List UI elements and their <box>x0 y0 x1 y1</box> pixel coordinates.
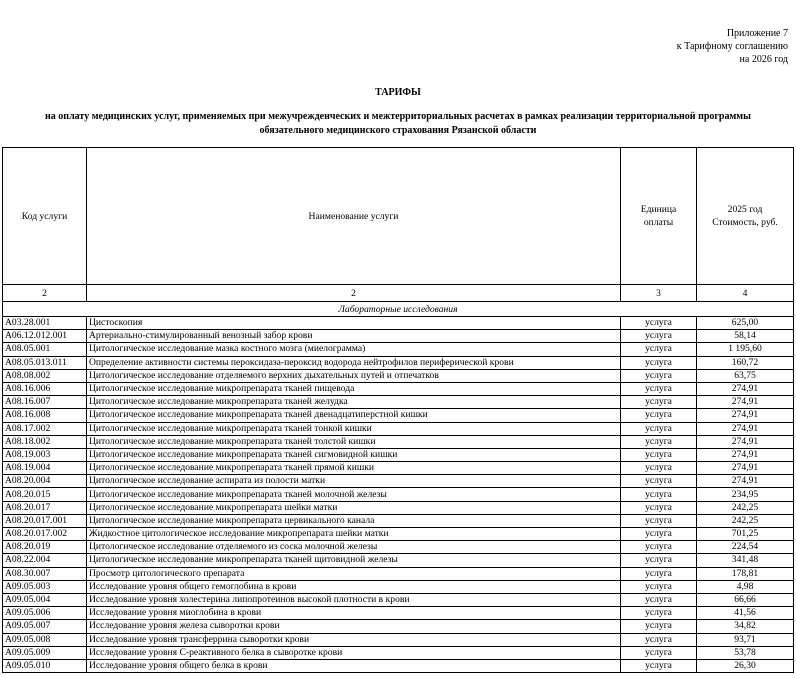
table-row <box>3 462 794 475</box>
table-row <box>3 633 794 646</box>
price-cell: 625,00 <box>697 317 794 330</box>
header-price <box>697 148 794 285</box>
price-cell: 274,91 <box>697 448 794 461</box>
service-code-cell: A09.05.010 <box>3 659 87 672</box>
table-row <box>3 422 794 435</box>
unit-cell: услуга <box>621 317 697 330</box>
unit-cell: услуга <box>621 462 697 475</box>
service-name-cell: Цитологическое исследование микропрепарата тканей щитовидной железы <box>87 554 621 567</box>
section-title: Лабораторные исследования <box>3 302 794 317</box>
price-cell: 341,48 <box>697 554 794 567</box>
price-cell: 34,82 <box>697 620 794 633</box>
unit-cell: услуга <box>621 554 697 567</box>
unit-cell: услуга <box>621 620 697 633</box>
service-name-cell: Цитологическое исследование аспирата из полости матки <box>87 475 621 488</box>
price-cell: 234,95 <box>697 488 794 501</box>
column-number-row <box>3 285 794 302</box>
appendix-note <box>677 27 788 66</box>
unit-cell: услуга <box>621 607 697 620</box>
unit-cell: услуга <box>621 409 697 422</box>
header-price-line-1: 2025 год <box>727 204 763 215</box>
unit-cell: услуга <box>621 541 697 554</box>
service-name-cell: Цистоскопия <box>87 317 621 330</box>
price-cell: 274,91 <box>697 422 794 435</box>
service-code-cell: A09.05.003 <box>3 580 87 593</box>
unit-cell: услуга <box>621 633 697 646</box>
service-code-cell: A08.18.002 <box>3 435 87 448</box>
service-code-cell: A09.05.008 <box>3 633 87 646</box>
service-name-cell: Исследование уровня C-реактивного белка в сыворотке крови <box>87 646 621 659</box>
service-code-cell: A09.05.009 <box>3 646 87 659</box>
price-cell: 41,56 <box>697 607 794 620</box>
unit-cell: услуга <box>621 475 697 488</box>
unit-cell: услуга <box>621 422 697 435</box>
section-row <box>3 302 794 317</box>
service-name-cell: Цитологическое исследование мазка костного мозга (миелограмма) <box>87 343 621 356</box>
service-code-cell: A08.30.007 <box>3 567 87 580</box>
subtitle-line-1: на оплату медицинских услуг, применяемых при межучрежденческих и межтерриториальных расчетах в рамках реализации территориальной программы <box>45 111 751 122</box>
table-row <box>3 501 794 514</box>
price-cell: 63,75 <box>697 369 794 382</box>
tariff-table <box>2 147 794 673</box>
unit-cell: услуга <box>621 435 697 448</box>
service-code-cell: A08.20.015 <box>3 488 87 501</box>
column-number: 2 <box>87 285 621 302</box>
document-title: ТАРИФЫ <box>375 87 421 98</box>
table-row <box>3 382 794 395</box>
header-unit-line-2: оплаты <box>643 217 674 228</box>
service-name-cell: Исследование уровня миоглобина в крови <box>87 607 621 620</box>
service-name-cell: Жидкостное цитологическое исследование микропрепарата шейки матки <box>87 528 621 541</box>
header-unit-line-1: Единица <box>640 204 677 215</box>
table-row <box>3 448 794 461</box>
service-name-cell: Цитологическое исследование микропрепарата тканей молочной железы <box>87 488 621 501</box>
price-cell: 274,91 <box>697 409 794 422</box>
table-row <box>3 541 794 554</box>
unit-cell: услуга <box>621 382 697 395</box>
unit-cell: услуга <box>621 396 697 409</box>
price-cell: 274,91 <box>697 382 794 395</box>
unit-cell: услуга <box>621 646 697 659</box>
price-cell: 26,30 <box>697 659 794 672</box>
price-cell: 66,66 <box>697 593 794 606</box>
price-cell: 242,25 <box>697 514 794 527</box>
service-name-cell: Цитологическое исследование микропрепарата тканей желудка <box>87 396 621 409</box>
service-name-cell: Цитологическое исследование микропрепарата тканей тонкой кишки <box>87 422 621 435</box>
service-code-cell: A08.20.017.002 <box>3 528 87 541</box>
table-row <box>3 607 794 620</box>
service-name-cell: Цитологическое исследование микропрепарата тканей прямой кишки <box>87 462 621 475</box>
price-cell: 701,25 <box>697 528 794 541</box>
service-name-cell: Исследование уровня общего белка в крови <box>87 659 621 672</box>
unit-cell: услуга <box>621 593 697 606</box>
price-cell: 58,14 <box>697 330 794 343</box>
service-name-cell: Цитологическое исследование микропрепарата тканей толстой кишки <box>87 435 621 448</box>
table-row <box>3 396 794 409</box>
service-code-cell: A08.17.002 <box>3 422 87 435</box>
subtitle-line-2: обязательного медицинского страхования Рязанской области <box>259 125 537 136</box>
column-number: 3 <box>621 285 697 302</box>
price-cell: 274,91 <box>697 462 794 475</box>
header-name: Наименование услуги <box>87 148 621 285</box>
service-code-cell: A08.19.003 <box>3 448 87 461</box>
service-code-cell: A08.20.017.001 <box>3 514 87 527</box>
unit-cell: услуга <box>621 356 697 369</box>
table-row <box>3 356 794 369</box>
service-code-cell: A08.16.006 <box>3 382 87 395</box>
service-name-cell: Исследование уровня холестерина липопротеинов высокой плотности в крови <box>87 593 621 606</box>
table-row <box>3 620 794 633</box>
price-cell: 160,72 <box>697 356 794 369</box>
column-number: 4 <box>697 285 794 302</box>
price-cell: 274,91 <box>697 475 794 488</box>
unit-cell: услуга <box>621 567 697 580</box>
table-row <box>3 343 794 356</box>
appendix-line-3: на 2026 год <box>739 54 788 65</box>
service-name-cell: Цитологическое исследование отделяемого верхних дыхательных путей и отпечатков <box>87 369 621 382</box>
service-code-cell: A08.20.004 <box>3 475 87 488</box>
service-code-cell: A08.16.008 <box>3 409 87 422</box>
price-cell: 274,91 <box>697 396 794 409</box>
service-code-cell: A08.05.001 <box>3 343 87 356</box>
service-name-cell: Исследование уровня трансферрина сыворотки крови <box>87 633 621 646</box>
table-row <box>3 435 794 448</box>
service-name-cell: Цитологическое исследование микропрепарата цервикального канала <box>87 514 621 527</box>
document-subtitle <box>20 110 776 138</box>
service-code-cell: A08.08.002 <box>3 369 87 382</box>
service-code-cell: A08.20.019 <box>3 541 87 554</box>
service-name-cell: Исследование уровня железа сыворотки крови <box>87 620 621 633</box>
price-cell: 1 195,60 <box>697 343 794 356</box>
price-cell: 274,91 <box>697 435 794 448</box>
unit-cell: услуга <box>621 488 697 501</box>
header-code: Код услуги <box>3 148 87 285</box>
table-row <box>3 580 794 593</box>
table-row <box>3 567 794 580</box>
price-cell: 242,25 <box>697 501 794 514</box>
service-name-cell: Исследование уровня общего гемоглобина в крови <box>87 580 621 593</box>
table-row <box>3 475 794 488</box>
service-code-cell: A09.05.006 <box>3 607 87 620</box>
table-row <box>3 659 794 672</box>
table-row <box>3 554 794 567</box>
unit-cell: услуга <box>621 501 697 514</box>
table-row <box>3 330 794 343</box>
service-code-cell: A09.05.007 <box>3 620 87 633</box>
service-name-cell: Цитологическое исследование микропрепарата тканей сигмовидной кишки <box>87 448 621 461</box>
appendix-line-1: Приложение 7 <box>726 28 788 39</box>
column-number: 2 <box>3 285 87 302</box>
service-name-cell: Определение активности системы пероксидаза-пероксид водорода нейтрофилов периферической крови <box>87 356 621 369</box>
service-code-cell: A08.22.004 <box>3 554 87 567</box>
service-code-cell: A06.12.012.001 <box>3 330 87 343</box>
unit-cell: услуга <box>621 369 697 382</box>
service-name-cell: Просмотр цитологического препарата <box>87 567 621 580</box>
service-code-cell: A08.05.013.011 <box>3 356 87 369</box>
unit-cell: услуга <box>621 448 697 461</box>
header-unit <box>621 148 697 285</box>
table-row <box>3 528 794 541</box>
unit-cell: услуга <box>621 580 697 593</box>
unit-cell: услуга <box>621 514 697 527</box>
price-cell: 4,98 <box>697 580 794 593</box>
table-row <box>3 593 794 606</box>
unit-cell: услуга <box>621 528 697 541</box>
price-cell: 93,71 <box>697 633 794 646</box>
price-cell: 224,54 <box>697 541 794 554</box>
service-code-cell: A09.05.004 <box>3 593 87 606</box>
price-cell: 53,78 <box>697 646 794 659</box>
table-header-row <box>3 148 794 285</box>
table-row <box>3 317 794 330</box>
unit-cell: услуга <box>621 659 697 672</box>
table-row <box>3 646 794 659</box>
service-name-cell: Артериально-стимулированный венозный забор крови <box>87 330 621 343</box>
service-code-cell: A03.28.001 <box>3 317 87 330</box>
appendix-line-2: к Тарифному соглашению <box>676 41 788 52</box>
header-price-line-2: Стоимость, руб. <box>712 217 778 228</box>
service-name-cell: Цитологическое исследование микропрепарата шейки матки <box>87 501 621 514</box>
table-row <box>3 488 794 501</box>
service-code-cell: A08.20.017 <box>3 501 87 514</box>
unit-cell: услуга <box>621 330 697 343</box>
table-row <box>3 369 794 382</box>
table-row <box>3 514 794 527</box>
service-name-cell: Цитологическое исследование отделяемого из соска молочной железы <box>87 541 621 554</box>
unit-cell: услуга <box>621 343 697 356</box>
service-code-cell: A08.16.007 <box>3 396 87 409</box>
service-name-cell: Цитологическое исследование микропрепарата тканей пищевода <box>87 382 621 395</box>
service-name-cell: Цитологическое исследование микропрепарата тканей двенадцатиперстной кишки <box>87 409 621 422</box>
table-row <box>3 409 794 422</box>
service-code-cell: A08.19.004 <box>3 462 87 475</box>
price-cell: 178,81 <box>697 567 794 580</box>
